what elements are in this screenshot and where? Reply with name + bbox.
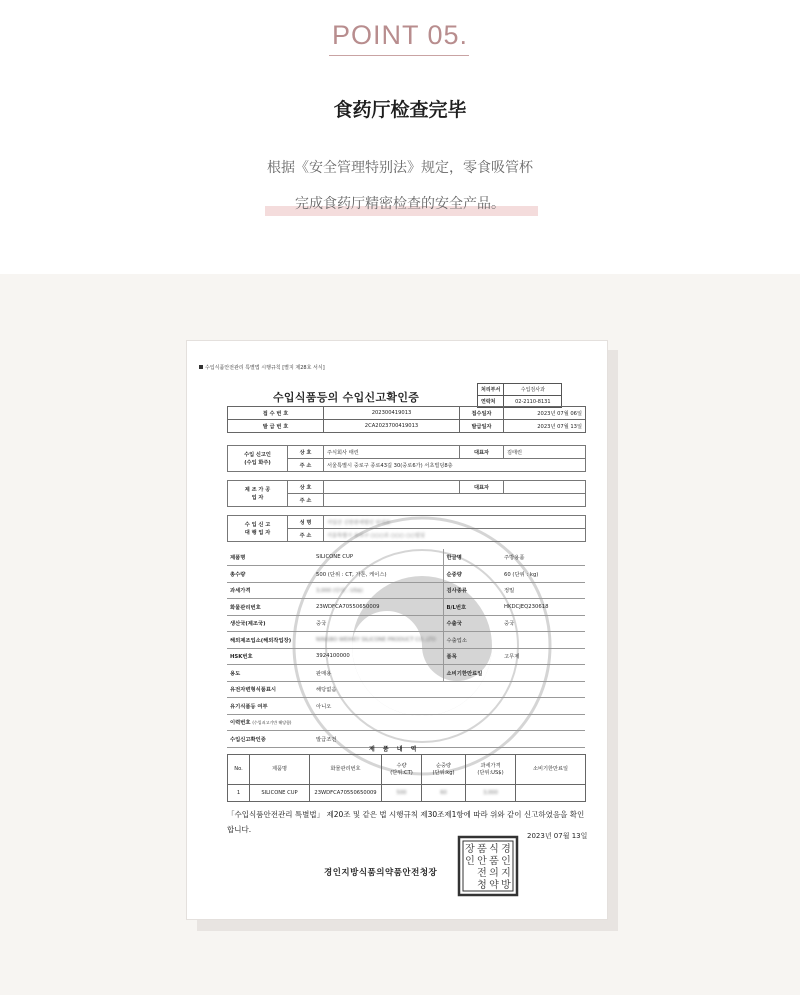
- seal-character: 방: [501, 880, 511, 891]
- point-label: POINT 05.: [331, 20, 469, 50]
- items-header-cell: No.: [228, 755, 250, 785]
- items-cell: 60: [422, 785, 466, 802]
- seal-character: 품: [489, 856, 499, 867]
- manufacturer-table: [227, 480, 586, 507]
- history-hint: (수입쇠고기만 해당함): [252, 720, 292, 726]
- export-country-label: 수출국: [443, 615, 501, 632]
- header-section: [0, 0, 800, 274]
- expiry: [501, 665, 585, 682]
- section-title: 食药厅检查完毕: [333, 99, 467, 121]
- items-data-row: [228, 785, 586, 802]
- importer-name: 주식회사 태린: [324, 446, 460, 459]
- seal-character: 경: [501, 844, 511, 855]
- export-country: 중국: [501, 615, 585, 632]
- manufacturer-trade-name-label: 상 호: [288, 481, 324, 494]
- agent-address: 서울특별시 송파구 ○○○로 ○○○ ○○빌딩: [324, 529, 586, 542]
- confirm-value: 발급조건: [313, 731, 585, 748]
- manufacturer-rep: [504, 481, 586, 494]
- description-line-1: 根据《安全管理特别法》规定，零食吸管杯: [267, 160, 533, 176]
- contact-label: 연락처: [478, 396, 504, 408]
- korean-name-label: 한글명: [443, 549, 501, 566]
- total-qty: 500 (단위 : CT, 가톤, 케이스): [313, 566, 443, 583]
- net-weight: 60 (단위 : kg): [501, 566, 585, 583]
- export-company: [501, 632, 585, 649]
- description-line-2: 完成食药厅精密检查的安全产品。: [295, 196, 505, 212]
- document-title: 수입식품등의 수입신고확인증: [273, 391, 420, 404]
- organic-label: 유기식품등 여부: [227, 698, 313, 715]
- seal-character: 장: [465, 844, 475, 855]
- contact-value: 02-2110-8131: [504, 396, 562, 408]
- official-seal-icon: [457, 835, 519, 897]
- seal-character: 인: [465, 856, 475, 867]
- cargo-no-label: 화물관리번호: [227, 599, 313, 616]
- items-header-cell: 제품명: [250, 755, 310, 785]
- agent-label: 수 입 신 고 대 행 업 자: [228, 516, 288, 542]
- use: 판매용: [313, 665, 443, 682]
- items-header-row: [228, 755, 586, 785]
- expiry-label: 소비기한만료일: [443, 665, 501, 682]
- items-table: [227, 754, 586, 802]
- overseas: NINGBO WEIHEY SILICONE PRODUCT CO.,LTD: [313, 632, 443, 649]
- manufacturer-label: 제 조 가 공 업 자: [228, 481, 288, 507]
- importer-trade-name-label: 상 호: [288, 446, 324, 459]
- inspection-type: 정밀: [501, 582, 585, 599]
- items-cell: [516, 785, 586, 802]
- importer-rep: 김태린: [504, 446, 586, 459]
- seal-character: 안: [477, 856, 487, 867]
- history-label: [227, 714, 313, 731]
- agent-table: [227, 515, 586, 542]
- importer-label: 수입 신고인 (수입 화주): [228, 446, 288, 472]
- items-header-cell: 소비기한만료일: [516, 755, 586, 785]
- seal-character: 전: [477, 868, 487, 879]
- import-certificate-document: [186, 340, 608, 920]
- receipt-table: [227, 406, 586, 433]
- point-underline: [329, 55, 469, 56]
- importer-address: 서울특별시 중로구 종로43길 30(중로6가) 서초빌딩8층: [324, 459, 586, 472]
- history-value: [313, 714, 585, 731]
- hsk-label: HSK번호: [227, 648, 313, 665]
- items-cell: 500: [382, 785, 422, 802]
- bl-label: B/L번호: [443, 599, 501, 616]
- tax-price-label: 과세가격: [227, 582, 313, 599]
- certification-text: 「수입식품안전관리 특별법」 제20조 및 같은 법 시행규칙 제30조제1항에 따라 위와 같이 신고하였음을 확인합니다.: [227, 810, 585, 834]
- product-details-table: [227, 549, 585, 748]
- receipt-date-label: 접수일자: [460, 407, 504, 420]
- rule-caption: 수입식품안전관리 특별법 시행규칙 [별지 제28호 서식]: [199, 364, 325, 371]
- total-qty-label: 총수량: [227, 566, 313, 583]
- items-header-cell: 수량 (단위:CT): [382, 755, 422, 785]
- processing-info-table: [477, 383, 562, 408]
- receipt-no-label: 접 수 번 호: [228, 407, 324, 420]
- items-title: 제 품 내 역: [369, 746, 420, 753]
- seal-character: 품: [477, 844, 487, 855]
- receipt-no: 202300419013: [324, 407, 460, 420]
- items-header-cell: 과세가격 (단위:US$): [466, 755, 516, 785]
- cargo-no: 23WDFCA70550650009: [313, 599, 443, 616]
- certification-date: 2023년 07월 13일: [527, 832, 588, 840]
- agent-name-label: 성 명: [288, 516, 324, 529]
- dept-value: 수입검사과: [504, 384, 562, 396]
- bl-no: HKDCJEQ230618: [501, 599, 585, 616]
- agent-name: 서일산 신한관세법인 임대표: [324, 516, 586, 529]
- seal-character: 청: [477, 880, 487, 891]
- product-name-label: 제품명: [227, 549, 313, 566]
- manufacturer-name: [324, 481, 460, 494]
- official-seal: [457, 835, 519, 897]
- item: 고무제: [501, 648, 585, 665]
- net-weight-label: 순중량: [443, 566, 501, 583]
- overseas-label: 해외제조업소(해외작업장): [227, 632, 313, 649]
- issue-date: 2023년 07월 13일: [504, 420, 586, 433]
- importer-address-label: 주 소: [288, 459, 324, 472]
- item-label: 품목: [443, 648, 501, 665]
- tax-price: 3,000 (단위 : US$): [313, 582, 443, 599]
- history-label-text: 이력번호: [230, 720, 251, 727]
- korean-name: 주방용품: [501, 549, 585, 566]
- items-cell: 1: [228, 785, 250, 802]
- manufacturer-rep-label: 대표자: [460, 481, 504, 494]
- issue-date-label: 발급일자: [460, 420, 504, 433]
- confirm-label: 수입신고확인증: [227, 731, 313, 748]
- seal-character: 의: [489, 868, 499, 879]
- manufacturer-address: [324, 494, 586, 507]
- items-cell: 3,000: [466, 785, 516, 802]
- use-label: 용도: [227, 665, 313, 682]
- seal-character: 약: [489, 880, 499, 891]
- inspection-type-label: 검사종류: [443, 582, 501, 599]
- seal-character: 지: [501, 868, 511, 879]
- items-cell: 23WDFCA70550650009: [310, 785, 382, 802]
- items-cell: SILICONE CUP: [250, 785, 310, 802]
- importer-rep-label: 대표자: [460, 446, 504, 459]
- issue-no: 2CA2023700419013: [324, 420, 460, 433]
- seal-character: 식: [489, 844, 499, 855]
- importer-table: [227, 445, 586, 472]
- dept-label: 처리부서: [478, 384, 504, 396]
- seal-character: 인: [501, 856, 511, 867]
- organic-value: 아니오: [313, 698, 585, 715]
- origin-label: 생산국(제조국): [227, 615, 313, 632]
- issue-no-label: 발 급 번 호: [228, 420, 324, 433]
- issuer-name: 경인지방식품의약품안전청장: [324, 868, 438, 878]
- receipt-date: 2023년 07월 06일: [504, 407, 586, 420]
- items-header-cell: 순중량 (단위:kg): [422, 755, 466, 785]
- manufacturer-address-label: 주 소: [288, 494, 324, 507]
- items-header-cell: 화물관리번호: [310, 755, 382, 785]
- hsk: 3924100000: [313, 648, 443, 665]
- gm-label: 유전자변형식품표시: [227, 681, 313, 698]
- agent-address-label: 주 소: [288, 529, 324, 542]
- gm-value: 해당없음: [313, 681, 585, 698]
- origin: 중국: [313, 615, 443, 632]
- export-company-label: 수출업소: [443, 632, 501, 649]
- product-name: SILICONE CUP: [313, 549, 443, 566]
